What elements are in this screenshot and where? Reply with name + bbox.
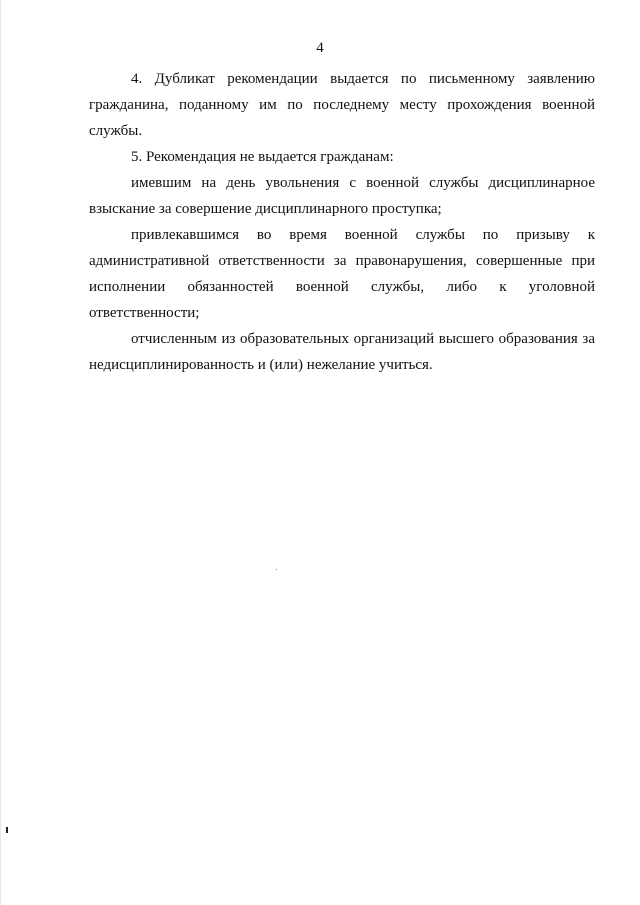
- paragraph-expelled: отчисленным из образовательных организаций высшего образования за недисциплинированность и (или) нежелание учиться.: [89, 331, 595, 373]
- paragraph-disciplinary-penalty: имевшим на день увольнения с военной службы дисциплинарное взыскание за совершение дисциплинарного проступка;: [89, 175, 595, 217]
- scan-mark: [6, 827, 8, 833]
- paragraph-not-issued-heading: 5. Рекомендация не выдается гражданам:: [131, 149, 394, 165]
- scan-speck: [276, 569, 277, 570]
- document-body: [89, 66, 595, 378]
- page-number: 4: [316, 40, 324, 56]
- scan-left-edge: [0, 0, 1, 905]
- paragraph-administrative-liability: привлекавшимся во время военной службы по призыву к административной ответственности за правонарушения, совершенные при исполнении обязанностей военной службы, либо к уголовной ответственности;: [89, 227, 595, 321]
- paragraph-duplicate-recommendation: 4. Дубликат рекомендации выдается по письменному заявлению гражданина, поданному им по последнему месту прохождения военной службы.: [89, 71, 595, 139]
